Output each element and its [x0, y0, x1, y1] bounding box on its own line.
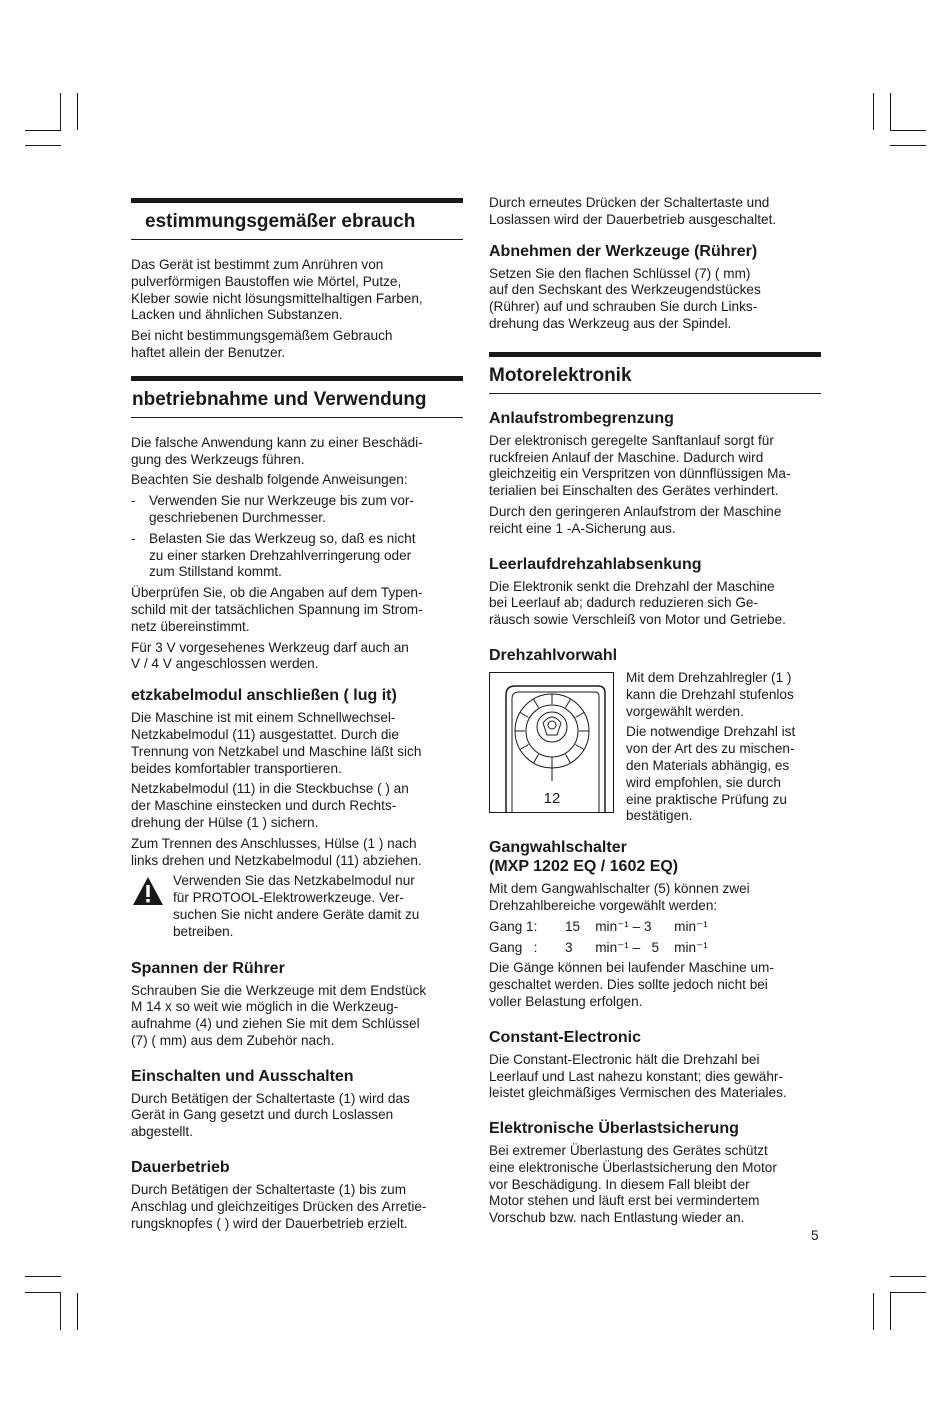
gear-value: 3 min⁻¹ – 5 min⁻¹	[565, 939, 708, 955]
paragraph: Die Constant-Electronic hält die Drehzahl bei Leerlauf und Last nahezu konstant; dies gewähr- leistet gleichmäßiges Vermischen des Materiales.	[489, 1051, 787, 1101]
paragraph: Die notwendige Drehzahl ist von der Art des zu mischen- den Materials abhängig, es wird empfohlen, sie durch eine praktische Prüfung zu bestätigen.	[626, 724, 796, 824]
gear-label: Gang 1:	[489, 918, 538, 934]
gear-value: 15 min⁻¹ – 3 min⁻¹	[565, 918, 708, 934]
subsection-title-cable-module: etzkabelmodul anschließen ( lug it)	[131, 687, 397, 705]
subsection-title-clamping: Spannen der Rührer	[131, 959, 285, 977]
gear-row-2	[489, 940, 821, 957]
paragraph: Für 3 V vorgesehenes Werkzeug darf auch an V / 4 V angeschlossen werden.	[131, 639, 409, 672]
list-item: - Verwenden Sie nur Werkzeuge bis zum vor- geschriebenen Durchmesser.	[131, 493, 463, 527]
subsection-title-overload: Elektronische Überlastsicherung	[489, 1120, 739, 1138]
left-column	[131, 195, 463, 1236]
subsection-title-speed-preselect: Drehzahlvorwahl	[489, 646, 618, 664]
paragraph: Durch Betätigen der Schaltertaste (1) bis zum Anschlag und gleichzeitiges Drücken des Arretie- rungsknopfes ( ) wird der Dauerbetrieb erzielt.	[131, 1182, 427, 1231]
speed-dial-icon	[490, 673, 613, 812]
list-item: - Belasten Sie das Werkzeug so, daß es nicht zu einer starken Drehzahlverringerung oder zum Stillstand kommt.	[131, 531, 463, 581]
warning-triangle-icon	[131, 875, 165, 907]
paragraph: Die falsche Anwendung kann zu einer Beschädi- gung des Werkzeugs führen.	[131, 434, 423, 467]
gear-label: Gang :	[489, 939, 538, 955]
subsection-title-idle: Leerlaufdrehzahlabsenkung	[489, 555, 702, 573]
paragraph: Bei nicht bestimmungsgemäßem Gebrauch haftet allein der Benutzer.	[131, 328, 393, 360]
paragraph: Mit dem Gangwahlschalter (5) können zwei Drehzahlbereiche vorgewählt werden:	[489, 881, 750, 913]
paragraph: Durch Betätigen der Schaltertaste (1) wird das Gerät in Gang gesetzt und durch Loslassen abgestellt.	[131, 1090, 410, 1140]
paragraph: Mit dem Drehzahlregler (1 ) kann die Drehzahl stufenlos vorgewählt werden.	[626, 669, 794, 719]
paragraph: Durch erneutes Drücken der Schaltertaste und Loslassen wird der Dauerbetrieb ausgeschaltet.	[489, 195, 777, 227]
subsection-title-switch: Einschalten und Ausschalten	[131, 1067, 354, 1085]
figure-label: 12	[543, 789, 561, 807]
gear-row-1	[489, 919, 821, 936]
right-column	[489, 195, 821, 1231]
paragraph: Das Gerät ist bestimmt zum Anrühren von pulverförmigen Baustoffen wie Mörtel, Putze, Kleber sowie nicht lösungsmittelhaltigen Farben, Lacken und ähnlichen Substanzen.	[131, 257, 423, 323]
section-title-motor-electronics: Motorelektronik	[489, 352, 821, 394]
paragraph: Die Gänge können bei laufender Maschine um- geschaltet werden. Dies sollte jedoch nicht bei voller Belastung erfolgen.	[489, 960, 774, 1009]
paragraph: Zum Trennen des Anschlusses, Hülse (1 ) nach links drehen und Netzkabelmodul (11) abziehen.	[131, 835, 422, 868]
paragraph: Netzkabelmodul (11) in die Steckbuchse ( ) an der Maschine einstecken und durch Rechts- drehung der Hülse (1 ) sichern.	[131, 781, 409, 830]
paragraph: Die Elektronik senkt die Drehzahl der Maschine bei Leerlauf ab; dadurch reduzieren sich Ge- räusch sowie Verschleiß von Motor und Getriebe.	[489, 578, 786, 628]
section-title-operation: nbetriebnahme und Verwendung	[131, 376, 463, 418]
page-number: 5	[811, 1228, 819, 1243]
paragraph: Beachten Sie deshalb folgende Anweisungen:	[131, 472, 408, 488]
paragraph: Setzen Sie den flachen Schlüssel (7) ( mm) auf den Sechskant des Werkzeugendstückes (Rührer) auf und schrauben Sie durch Links- drehung das Werkzeug aus der Spindel.	[489, 265, 761, 331]
paragraph: Der elektronisch geregelte Sanftanlauf sorgt für ruckfreien Anlauf der Maschine. Dadurch wird gleichzeitig ein Verspritzen von dünnflüssigen Ma- terialien bei Einschalten des Gerätes verhindert.	[489, 432, 791, 499]
paragraph: Bei extremer Überlastung des Gerätes schützt eine elektronische Überlastsicherung den Motor vor Beschädigung. In diesem Fall bleibt der Motor stehen und läuft erst bei vermindertem Vorschub bzw. nach Entlastung wieder an.	[489, 1143, 777, 1226]
speed-dial-figure	[489, 672, 614, 813]
paragraph: Überprüfen Sie, ob die Angaben auf dem Typen- schild mit der tatsächlichen Spannung im Strom- netz übereinstimmt.	[131, 585, 423, 634]
paragraph: Schrauben Sie die Werkzeuge mit dem Endstück M 14 x so weit wie möglich in die Werkzeug- aufnahme (4) und ziehen Sie mit dem Schlüssel (7) ( mm) aus dem Zubehör nach.	[131, 982, 427, 1048]
subsection-title-constant: Constant-Electronic	[489, 1028, 642, 1046]
paragraph: Durch den geringeren Anlaufstrom der Maschine reicht eine 1 -A-Sicherung aus.	[489, 503, 782, 536]
speed-preselect-block	[489, 670, 821, 825]
warning-note	[131, 873, 463, 940]
warning-text: Verwenden Sie das Netzkabelmodul nur für PROTOOL-Elektrowerkzeuge. Ver- suchen Sie nicht andere Geräte damit zu betreiben.	[173, 873, 420, 939]
paragraph: Die Maschine ist mit einem Schnellwechsel- Netzkabelmodul (11) ausgestattet. Durch die Trennung von Netzkabel und Maschine läßt sich beides komfortabler transportieren.	[131, 710, 422, 776]
section-title-intended-use: estimmungsgemäßer ebrauch	[131, 198, 463, 240]
subsection-title-inrush: Anlaufstrombegrenzung	[489, 409, 674, 427]
subsection-title-gear-switch: Gangwahlschalter (MXP 1202 EQ / 1602 EQ)	[489, 839, 679, 876]
subsection-title-continuous: Dauerbetrieb	[131, 1159, 230, 1177]
subsection-title-remove-tools: Abnehmen der Werkzeuge (Rührer)	[489, 242, 758, 260]
